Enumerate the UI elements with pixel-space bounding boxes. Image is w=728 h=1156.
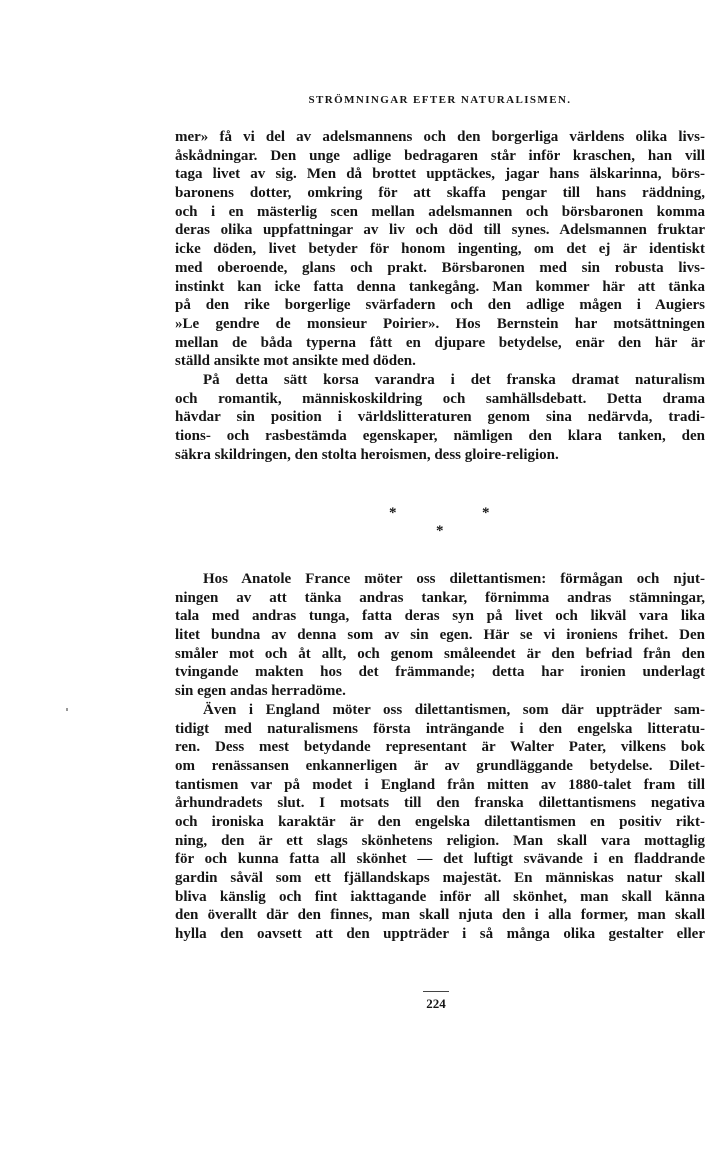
separator-star: * xyxy=(482,505,490,521)
text-line: tantismen var på modet i England från mitten av 1880-talet fram till xyxy=(175,776,705,793)
text-block-naturalism-drama xyxy=(175,128,705,464)
text-line: århundradets slut. I motsats till den franska dilettantismens negativa xyxy=(175,795,705,812)
page-number: 224 xyxy=(426,996,446,1011)
text-line: ning, den är ett slags skönhetens religion. Man skall vara mottaglig xyxy=(175,832,705,849)
text-line: om renässansen enkannerligen är av grundläggande betydelse. Dilet- xyxy=(175,757,705,774)
text-line: hävdar sin position i världslitteraturen genom sina nedärvda, tradi- xyxy=(175,409,705,426)
separator-star: * xyxy=(436,523,444,539)
text-line: och romantik, människoskildring och samhällsdebatt. Detta drama xyxy=(175,390,705,407)
text-line: mer» få vi del av adelsmannens och den borgerliga världens olika livs- xyxy=(175,129,705,145)
text-line: baronens dotter, omkring för att skaffa pengar till hans räddning, xyxy=(175,185,705,202)
text-line: och i en mästerlig scen mellan adelsmannen och börsbaronen komma xyxy=(175,203,705,220)
separator-star: * xyxy=(389,505,397,521)
text-line: Hos Anatole France möter oss dilettantismen: förmågan och njut- xyxy=(203,571,705,587)
margin-speck xyxy=(66,708,68,711)
text-line: småler mot och åt allt, och genom småleendet är den befriad från den xyxy=(175,645,705,662)
text-line: På detta sätt korsa varandra i det franska dramat naturalism xyxy=(203,371,705,388)
text-line: den överallt där den finnes, man skall njuta den i alla former, man skall xyxy=(175,907,705,924)
text-line: hylla den oavsett att den uppträder i så många olika gestalter eller xyxy=(175,926,705,943)
text-line: och ironiska karaktär är den engelska dilettantismen en positiv rikt- xyxy=(175,813,705,830)
text-line: åskådningar. Den unge adlige bedragaren står inför kraschen, han vill xyxy=(175,147,705,164)
text-block-dilettantism xyxy=(175,570,705,944)
text-line: bliva känslig och fint iakttagande inför all skönhet, man skall känna xyxy=(175,888,705,905)
text-line: tions- och rasbestämda egenskaper, nämligen den klara tanken, den xyxy=(175,428,705,444)
text-line: mellan de båda typerna fått en djupare betydelse, enär den här är xyxy=(175,334,705,351)
text-line: icke döden, livet betyder för honom ingenting, om det ej är identiskt xyxy=(175,241,705,258)
text-line: Även i England möter oss dilettantismen, som där uppträder sam- xyxy=(203,701,705,718)
text-line: ställd ansikte mot ansikte med döden. xyxy=(175,353,416,370)
text-line: ren. Dess mest betydande representant är Walter Pater, vilkens bok xyxy=(175,739,705,756)
text-line: med oberoende, glans och prakt. Börsbaronen med sin robusta livs- xyxy=(175,259,705,276)
text-line: sin egen andas herradöme. xyxy=(175,683,346,700)
section-separator xyxy=(175,505,705,545)
folio-rule xyxy=(423,991,449,992)
text-line: »Le gendre de monsieur Poirier». Hos Bernstein har motsättningen xyxy=(175,315,705,332)
text-line: instinkt kan icke fatta denna tankegång. Man kommer här att tänka xyxy=(175,278,705,295)
running-title: STRÖMNINGAR EFTER NATURALISMEN. xyxy=(308,94,572,106)
text-line: taga livet av sig. Men då brottet upptäckes, jagar hans älskarinna, börs- xyxy=(175,166,705,183)
text-line: säkra skildringen, den stolta heroismen, dess gloire-religion. xyxy=(175,446,559,463)
text-line: för och kunna fatta all skönhet — det luftigt svävande i en fladdrande xyxy=(175,851,705,868)
text-line: litet bundna av denna som av sin egen. Här se vi ironiens frihet. Den xyxy=(175,627,705,644)
text-line: ningen av att tänka andras tankar, förnimma andras stämningar, xyxy=(175,589,705,606)
text-line: deras olika uppfattningar av liv och död till synes. Adelsmannen fruktar xyxy=(175,222,705,239)
text-line: gardin såväl som ett fjällandskaps majestät. En människas natur skall xyxy=(175,870,705,886)
text-line: tvingande makten hos det främmande; detta har ironien underlagt xyxy=(175,664,705,681)
text-line: tidigt med naturalismens första inträngande i den engelska litteratu- xyxy=(175,720,705,737)
text-line: på den rike borgerlige svärfadern och den adlige mågen i Augiers xyxy=(175,297,705,314)
text-line: tala med andras tunga, fatta deras syn på livet och likväl vara lika xyxy=(175,608,705,625)
